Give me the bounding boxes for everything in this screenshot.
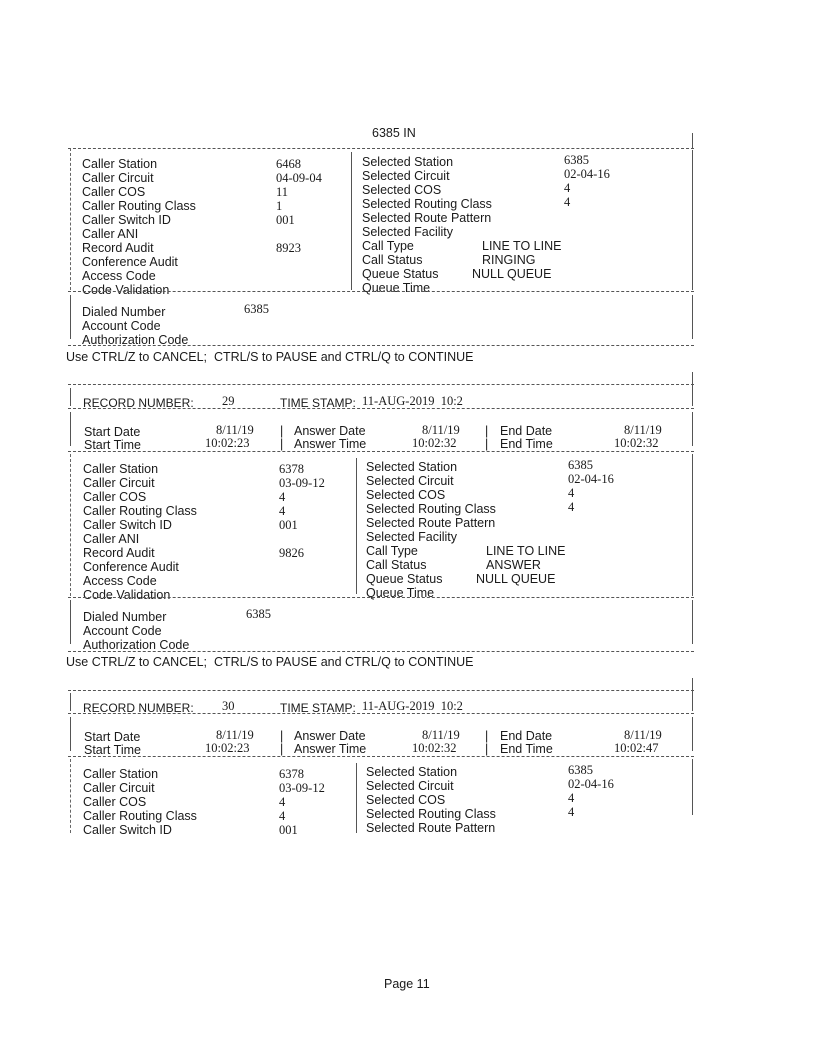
selected-facility-label: Selected Facility — [362, 225, 454, 239]
border — [70, 759, 71, 833]
divider — [68, 345, 694, 346]
caller-switch-id-label: Caller Switch ID — [83, 823, 172, 837]
control-notice: Use CTRL/Z to CANCEL; CTRL/S to PAUSE and CTRL/Q to CONTINUE — [66, 350, 474, 364]
caller-station-label: Caller Station — [82, 157, 158, 171]
code-validation-label: Code Validation — [82, 283, 170, 297]
caller-station-label: Caller Station — [83, 462, 159, 476]
end-date-separator-label: | — [485, 424, 492, 438]
caller-cos-value: 4 — [279, 795, 286, 809]
divider — [68, 408, 694, 409]
selected-routing-class-value: 4 — [568, 500, 575, 514]
queue-status-label: Queue Status — [362, 267, 439, 281]
border — [692, 133, 693, 148]
selected-routing-class-label: Selected Routing Class — [362, 197, 492, 211]
border — [70, 600, 71, 644]
selected-routing-class-value: 4 — [568, 805, 575, 819]
caller-circuit-label: Caller Circuit — [82, 171, 154, 185]
call-type-value: LINE TO LINE — [482, 239, 562, 253]
page-number: Page 11 — [384, 977, 430, 991]
selected-circuit-label: Selected Circuit — [366, 474, 454, 488]
selected-station-value: 6385 — [568, 763, 593, 777]
time-stamp-value: 11-AUG-2019 10:2 — [362, 394, 463, 408]
caller-routing-class-value: 1 — [276, 199, 283, 213]
selected-cos-value: 4 — [568, 486, 575, 500]
record-number-value: 30 — [222, 699, 235, 713]
answer-date-value: 8/11/19 — [422, 423, 460, 437]
answer-time-label: Answer Time — [294, 437, 367, 451]
record-number-value: 29 — [222, 394, 235, 408]
caller-routing-class-value: 4 — [279, 504, 286, 518]
start-time-value: 10:02:23 — [205, 741, 250, 755]
caller-cos-value: 11 — [276, 185, 289, 199]
caller-station-value: 6378 — [279, 767, 304, 781]
call-type-label: Call Type — [366, 544, 418, 558]
end-date-value: 8/11/19 — [624, 728, 662, 742]
call-status-label: Call Status — [362, 253, 423, 267]
caller-cos-label: Caller COS — [82, 185, 146, 199]
selected-cos-value: 4 — [564, 181, 571, 195]
record-audit-value: 9826 — [279, 546, 304, 560]
call-status-value: RINGING — [482, 253, 536, 267]
border — [70, 717, 71, 751]
selected-routing-class-label: Selected Routing Class — [366, 807, 496, 821]
conference-audit-label: Conference Audit — [83, 560, 179, 574]
authorization-code-label: Authorization Code — [83, 638, 190, 652]
caller-cos-value: 4 — [279, 490, 286, 504]
caller-circuit-value: 04-09-04 — [276, 171, 322, 185]
selected-circuit-label: Selected Circuit — [366, 779, 454, 793]
access-code-label: Access Code — [82, 269, 156, 283]
time-stamp-label: TIME STAMP: — [280, 396, 356, 410]
call-status-label: Call Status — [366, 558, 427, 572]
answer-date-value: 8/11/19 — [422, 728, 460, 742]
answer-date-separator-label: | — [280, 729, 287, 743]
border — [692, 372, 693, 406]
selected-cos-label: Selected COS — [362, 183, 442, 197]
record-audit-label: Record Audit — [83, 546, 155, 560]
border — [692, 454, 693, 596]
end-time-separator-label: | — [485, 742, 492, 756]
dialed-number-value: 6385 — [244, 302, 269, 316]
caller-ani-label: Caller ANI — [82, 227, 139, 241]
start-date-value: 8/11/19 — [216, 728, 254, 742]
start-date-label: Start Date — [84, 425, 141, 439]
divider — [68, 148, 694, 149]
start-date-label: Start Date — [84, 730, 141, 744]
queue-time-label: Queue Time — [366, 586, 435, 600]
caller-cos-label: Caller COS — [83, 795, 147, 809]
border — [70, 693, 71, 711]
queue-status-value: NULL QUEUE — [476, 572, 556, 586]
border — [692, 295, 693, 339]
start-time-value: 10:02:23 — [205, 436, 250, 450]
selected-cos-label: Selected COS — [366, 488, 446, 502]
column-separator — [356, 763, 357, 833]
end-date-value: 8/11/19 — [624, 423, 662, 437]
border — [692, 412, 693, 446]
caller-circuit-value: 03-09-12 — [279, 781, 325, 795]
answer-time-label: Answer Time — [294, 742, 367, 756]
control-notice: Use CTRL/Z to CANCEL; CTRL/S to PAUSE and CTRL/Q to CONTINUE — [66, 655, 474, 669]
border — [70, 388, 71, 406]
border — [70, 454, 71, 596]
divider — [68, 597, 694, 598]
selected-facility-label: Selected Facility — [366, 530, 458, 544]
conference-audit-label: Conference Audit — [82, 255, 178, 269]
answer-date-label: Answer Date — [294, 729, 366, 743]
selected-circuit-value: 02-04-16 — [568, 472, 614, 486]
dialed-number-label: Dialed Number — [83, 610, 167, 624]
authorization-code-label: Authorization Code — [82, 333, 189, 347]
caller-switch-id-value: 001 — [276, 213, 295, 227]
answer-date-separator-label: | — [280, 424, 287, 438]
caller-switch-id-value: 001 — [279, 518, 298, 532]
column-separator — [356, 458, 357, 594]
account-code-label: Account Code — [82, 319, 161, 333]
time-stamp-value: 11-AUG-2019 10:2 — [362, 699, 463, 713]
code-validation-label: Code Validation — [83, 588, 171, 602]
border — [692, 600, 693, 644]
selected-route-pattern-label: Selected Route Pattern — [366, 516, 496, 530]
access-code-label: Access Code — [83, 574, 157, 588]
border — [692, 150, 693, 290]
border — [70, 148, 71, 290]
dialed-number-label: Dialed Number — [82, 305, 166, 319]
divider — [68, 756, 694, 757]
selected-routing-class-value: 4 — [564, 195, 571, 209]
caller-cos-label: Caller COS — [83, 490, 147, 504]
end-date-label: End Date — [500, 729, 553, 743]
record-number-label: RECORD NUMBER: — [83, 701, 194, 715]
border — [692, 678, 693, 711]
selected-routing-class-label: Selected Routing Class — [366, 502, 496, 516]
divider — [68, 384, 694, 385]
selected-circuit-value: 02-04-16 — [568, 777, 614, 791]
end-time-separator-label: | — [485, 437, 492, 451]
start-time-label: Start Time — [84, 743, 141, 757]
selected-route-pattern-label: Selected Route Pattern — [366, 821, 496, 835]
end-date-label: End Date — [500, 424, 553, 438]
start-time-label: Start Time — [84, 438, 141, 452]
answer-time-value: 10:02:32 — [412, 436, 457, 450]
call-status-value: ANSWER — [486, 558, 541, 572]
answer-time-value: 10:02:32 — [412, 741, 457, 755]
answer-time-separator-label: | — [280, 437, 287, 451]
end-time-label: End Time — [500, 437, 553, 451]
caller-station-value: 6378 — [279, 462, 304, 476]
time-stamp-label: TIME STAMP: — [280, 701, 356, 715]
caller-switch-id-value: 001 — [279, 823, 298, 837]
selected-station-label: Selected Station — [362, 155, 454, 169]
divider — [68, 651, 694, 652]
end-time-value: 10:02:47 — [614, 741, 659, 755]
selected-station-value: 6385 — [564, 153, 589, 167]
selected-cos-label: Selected COS — [366, 793, 446, 807]
selected-cos-value: 4 — [568, 791, 575, 805]
end-time-value: 10:02:32 — [614, 436, 659, 450]
answer-time-separator-label: | — [280, 742, 287, 756]
caller-circuit-label: Caller Circuit — [83, 781, 155, 795]
queue-status-label: Queue Status — [366, 572, 443, 586]
caller-station-label: Caller Station — [83, 767, 159, 781]
border — [70, 295, 71, 339]
queue-status-value: NULL QUEUE — [472, 267, 552, 281]
divider — [68, 291, 694, 292]
caller-circuit-label: Caller Circuit — [83, 476, 155, 490]
border — [692, 717, 693, 751]
selected-circuit-label: Selected Circuit — [362, 169, 450, 183]
divider — [68, 451, 694, 452]
selected-station-label: Selected Station — [366, 460, 458, 474]
record-audit-label: Record Audit — [82, 241, 154, 255]
answer-date-label: Answer Date — [294, 424, 366, 438]
caller-switch-id-label: Caller Switch ID — [82, 213, 171, 227]
dialed-number-value: 6385 — [246, 607, 271, 621]
caller-station-value: 6468 — [276, 157, 301, 171]
selected-station-label: Selected Station — [366, 765, 458, 779]
caller-routing-class-value: 4 — [279, 809, 286, 823]
caller-switch-id-label: Caller Switch ID — [83, 518, 172, 532]
divider — [68, 690, 694, 691]
caller-circuit-value: 03-09-12 — [279, 476, 325, 490]
start-date-value: 8/11/19 — [216, 423, 254, 437]
report-header: 6385 IN — [372, 126, 416, 140]
border — [70, 412, 71, 446]
record-number-label: RECORD NUMBER: — [83, 396, 194, 410]
call-type-label: Call Type — [362, 239, 414, 253]
selected-route-pattern-label: Selected Route Pattern — [362, 211, 492, 225]
caller-routing-class-label: Caller Routing Class — [83, 504, 197, 518]
divider — [68, 713, 694, 714]
selected-station-value: 6385 — [568, 458, 593, 472]
border — [692, 759, 693, 815]
column-separator — [351, 152, 352, 290]
caller-routing-class-label: Caller Routing Class — [82, 199, 196, 213]
account-code-label: Account Code — [83, 624, 162, 638]
caller-routing-class-label: Caller Routing Class — [83, 809, 197, 823]
end-time-label: End Time — [500, 742, 553, 756]
queue-time-label: Queue Time — [362, 281, 431, 295]
call-type-value: LINE TO LINE — [486, 544, 566, 558]
caller-ani-label: Caller ANI — [83, 532, 140, 546]
record-audit-value: 8923 — [276, 241, 301, 255]
end-date-separator-label: | — [485, 729, 492, 743]
selected-circuit-value: 02-04-16 — [564, 167, 610, 181]
